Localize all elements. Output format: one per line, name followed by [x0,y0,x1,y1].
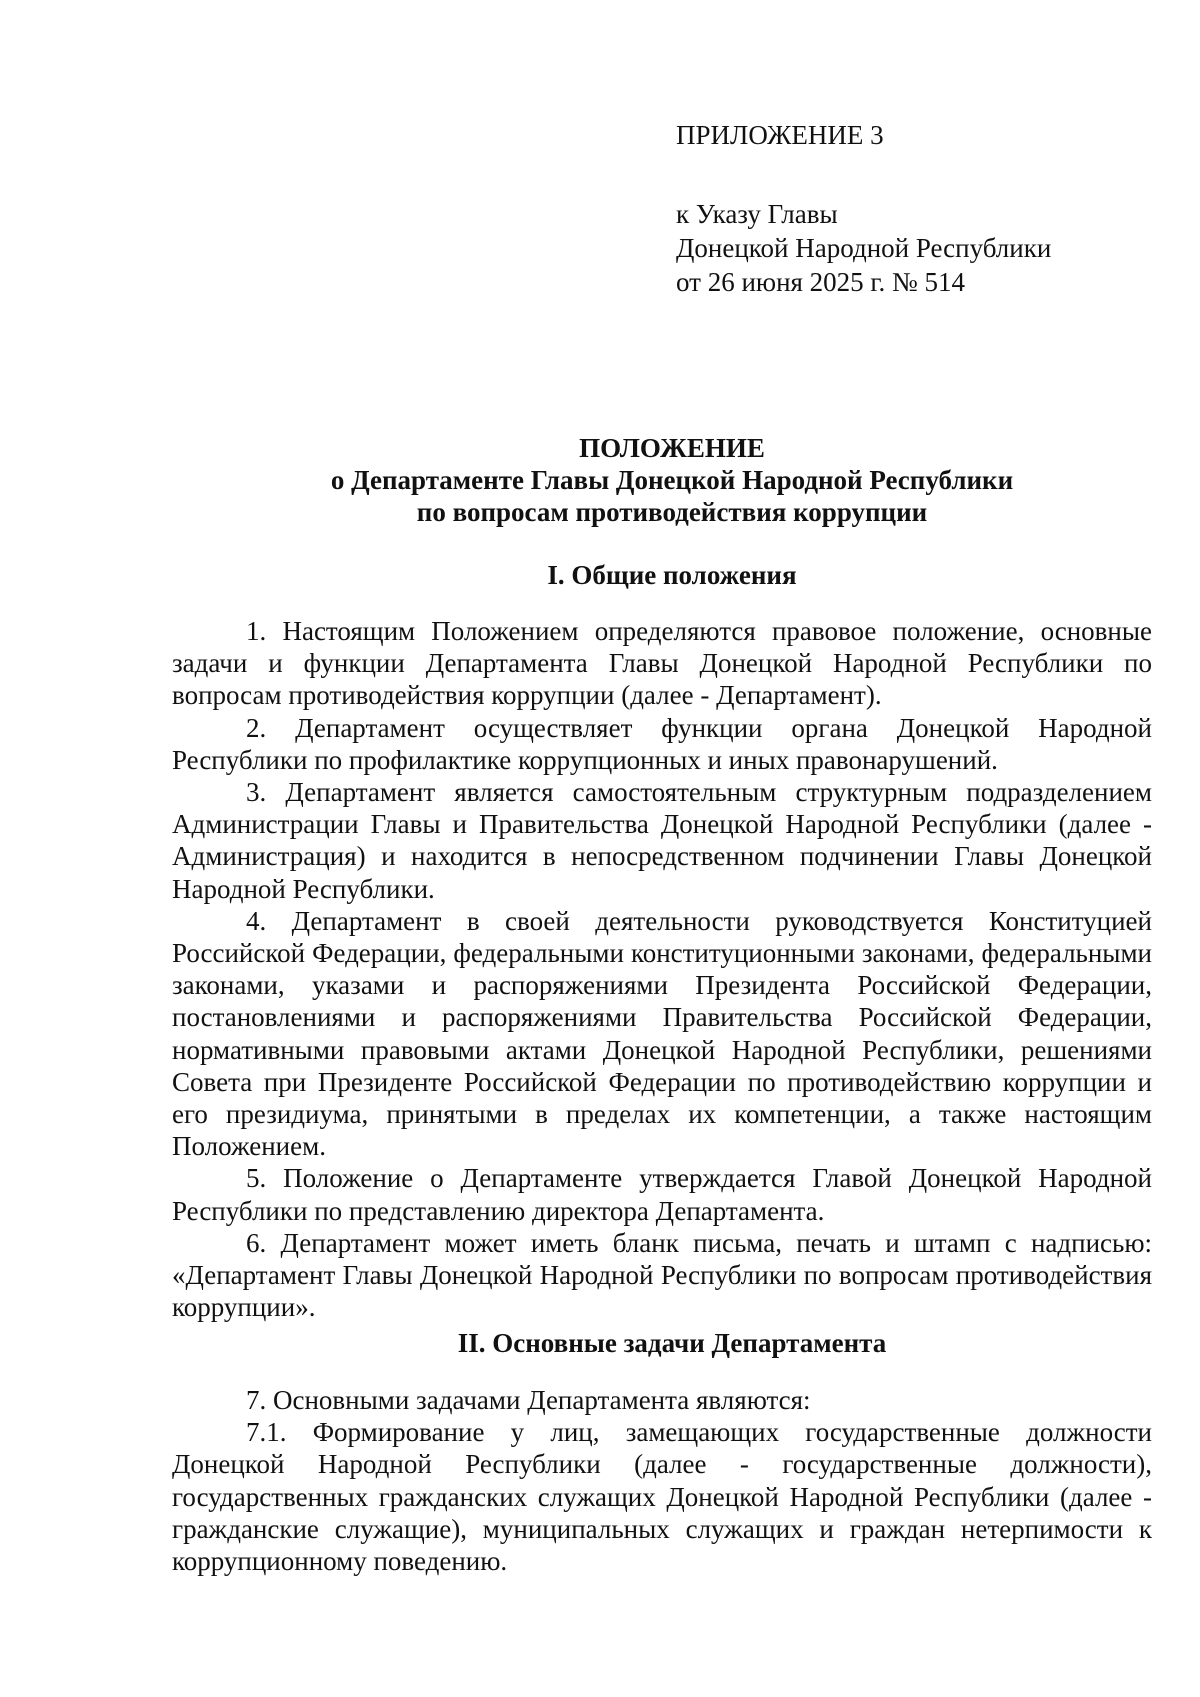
paragraph-7: 7. Основными задачами Департамента являются: [246,1385,811,1415]
paragraph-3: 3. Департамент является самостоятельным структурным подразделением Администрации Главы и Правительства Донецкой Народной Республики (далее - Администрация) и находится в непосредственном подчинении Главы Донецкой Народной Республики. [172,777,1152,904]
paragraph-5: 5. Положение о Департаменте утверждается Главой Донецкой Народной Республики по представлению директора Департамента. [172,1163,1152,1226]
document-title: ПОЛОЖЕНИЕ [579,433,765,463]
section-2-title: II. Основные задачи Департамента [457,1328,887,1358]
section-2-body [172,1384,1152,1577]
section-1-title: I. Общие положения [547,560,797,590]
document-subtitle-1: о Департаменте Главы Донецкой Народной Республики [330,465,1014,495]
paragraph-2: 2. Департамент осуществляет функции органа Донецкой Народной Республики по профилактике коррупционных и иных правонарушений. [172,712,1152,775]
document-subtitle-2: по вопросам противодействия коррупции [416,497,928,527]
appendix-line-2: Донецкой Народной Республики [676,233,1052,263]
appendix-line-3: от 26 июня 2025 г. № 514 [676,267,965,297]
document-heading [172,432,1172,528]
section-1-body [172,615,1152,1323]
appendix-header [676,118,1051,299]
paragraph-1: 1. Настоящим Положением определяются правовое положение, основные задачи и функции Департамента Главы Донецкой Народной Республики по вопросам противодействия коррупции (далее - Департамент). [172,616,1152,711]
appendix-line-1: к Указу Главы [676,199,838,229]
appendix-title: ПРИЛОЖЕНИЕ 3 [676,120,884,150]
paragraph-7-1: 7.1. Формирование у лиц, замещающих государственные должности Донецкой Народной Республики (далее - государственные должности), государственных гражданских служащих Донецкой Народной Республики (далее - гражданские служащие), муниципальных служащих и граждан нетерпимости к коррупционному поведению. [172,1417,1152,1577]
paragraph-6: 6. Департамент может иметь бланк письма, печать и штамп с надписью: «Департамент Главы Донецкой Народной Республики по вопросам противодействия коррупции». [172,1227,1152,1323]
paragraph-4: 4. Департамент в своей деятельности руководствуется Конституцией Российской Федерации, федеральными конституционными законами, федеральными законами, указами и распоряжениями Президента Российской Федерации, постановлениями и распоряжениями Правительства Российской Федерации, нормативными правовыми актами Донецкой Народной Республики, решениями Совета при Президенте Российской Федерации по противодействию коррупции и его президиума, принятыми в пределах их компетенции, а также настоящим Положением. [172,905,1152,1162]
